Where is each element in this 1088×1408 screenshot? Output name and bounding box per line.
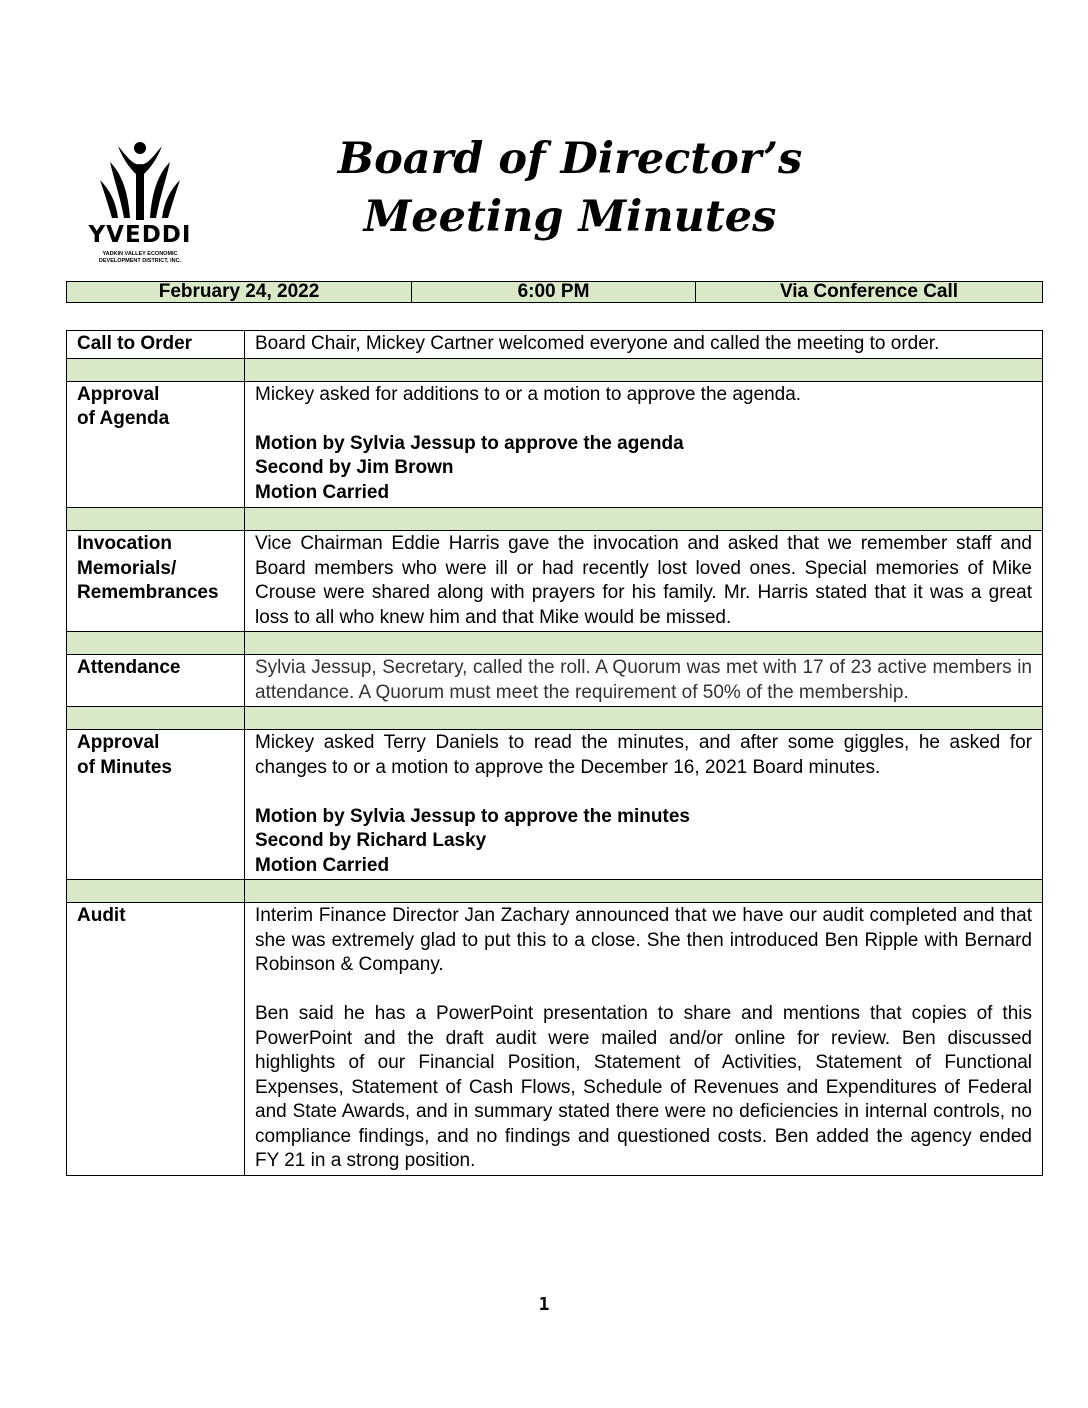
heading-line: Approval [77,383,160,405]
section-text: Vice Chairman Eddie Harris gave the invocation and asked that we remember staff and Board members who were ill or had recently lost loved ones. Special memories of Mike Crouse were shared along with prayers for his family. Mr. Harris stated that it was a great loss to all who knew him and that Mike would be missed. [255,533,1032,628]
motion-line: Motion by Sylvia Jessup to approve the minutes [255,805,690,827]
result-line: Motion Carried [255,854,390,876]
section-text: Sylvia Jessup, Secretary, called the roll. A Quorum was met with 17 of 23 active members in attendance. A Quorum must meet the requirement of 50% of the membership. [255,657,1032,703]
logo-name: YVEDDI [88,222,192,248]
section-content [245,531,1043,632]
section-text: Mickey asked for additions to or a motion to approve the agenda. [255,383,802,405]
section-heading: Attendance [67,655,245,707]
motion-line: Motion by Sylvia Jessup to approve the agenda [255,432,684,454]
title-line1: Board of Director’s [337,134,803,184]
separator-row [67,508,1043,531]
logo-subtitle [76,251,204,264]
result-line: Motion Carried [255,481,390,503]
second-line: Second by Richard Lasky [255,830,487,851]
figure-logo-icon [76,140,204,222]
heading-line: of Agenda [77,408,170,429]
document-title [310,130,830,246]
heading-line: Remembrances [77,582,219,603]
meeting-date: February 24, 2022 [67,282,412,303]
section-text: Board Chair, Mickey Cartner welcomed everyone and called the meeting to order. [255,333,940,354]
section-heading: Call to Order [67,331,245,359]
logo-subtitle-line1: YADKIN VALLEY ECONOMIC [102,251,178,257]
separator-row [67,358,1043,381]
separator-row [67,880,1043,903]
meeting-location: Via Conference Call [696,282,1043,303]
section-content [245,655,1043,707]
section-text: Interim Finance Director Jan Zachary announced that we have our audit completed and that she was extremely glad to put this to a close. She then introduced Ben Ripple with Bernard Robinson & Company. [255,905,1032,975]
second-line: Second by Jim Brown [255,457,454,478]
section-invocation [67,531,1043,632]
section-text: Ben said he has a PowerPoint presentation to share and mentions that copies of this PowerPoint and the draft audit were mailed and/or online for review. Ben discussed highlights of our Financial Position, Statement of Activities, Statement of Functional Expenses, Statement of Cash Flows, Schedule of Revenues and Expenditures of Federal and State Awards, and in summary stated there were no deficiencies in internal controls, no compliance findings, and no findings and questioned costs. Ben added the agency ended FY 21 in a strong position. [255,1003,1032,1171]
meeting-info-bar [66,281,1043,303]
section-text: Mickey asked Terry Daniels to read the minutes, and after some giggles, he asked for changes to or a motion to approve the December 16, 2021 Board minutes. [255,732,1032,778]
minutes-table [66,330,1043,1176]
section-content [245,331,1043,359]
section-content [245,903,1043,1176]
heading-line: of Minutes [77,756,172,778]
section-heading [67,381,245,508]
meeting-time: 6:00 PM [412,282,696,303]
section-approval-of-minutes [67,730,1043,880]
title-line2: Meeting Minutes [363,192,777,242]
motion-block [255,432,1032,506]
heading-line: Approval [77,732,160,753]
section-content [245,381,1043,508]
section-audit [67,903,1043,1176]
section-heading [67,730,245,880]
section-approval-of-agenda [67,381,1043,508]
heading-line: Memorials/ [77,557,177,579]
page-number: 1 [538,1294,550,1315]
heading-line: Invocation [77,533,173,554]
motion-block [255,805,1032,879]
section-call-to-order [67,331,1043,359]
section-attendance [67,655,1043,707]
logo-subtitle-line2: DEVELOPMENT DISTRICT, INC. [98,257,182,264]
yveddi-logo [76,140,204,270]
separator-row [67,632,1043,655]
section-heading: Audit [67,903,245,1176]
separator-row [67,707,1043,730]
section-content [245,730,1043,880]
section-heading [67,531,245,632]
